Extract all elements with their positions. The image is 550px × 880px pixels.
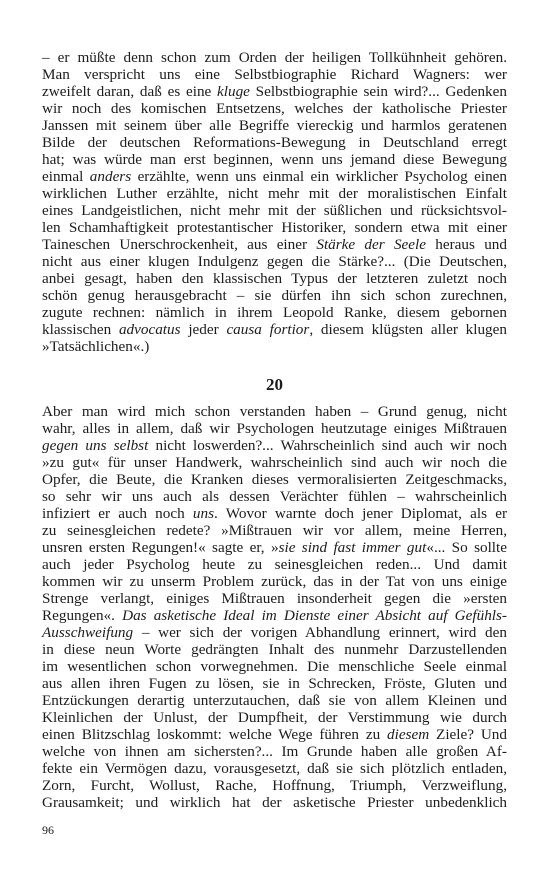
text-line bbox=[42, 505, 507, 522]
text-line bbox=[42, 692, 507, 709]
text-line bbox=[42, 117, 507, 134]
text-segment: auch jeder Psycholog heute zu seinesgleichen reden... Und damit bbox=[42, 556, 507, 573]
text-segment: infiziert er auch noch bbox=[42, 505, 193, 522]
text-segment: so sehr wir uns auch als dessen Verächter fühlen – wahrscheinlich bbox=[42, 488, 507, 505]
text-segment: zugute rechnen: nämlich in ihrem Leopold Ranke, diesem gebornen bbox=[42, 304, 507, 321]
text-line bbox=[42, 202, 507, 219]
text-line bbox=[42, 66, 507, 83]
text-segment: »Tatsächlichen«.) bbox=[42, 338, 150, 355]
text-line bbox=[42, 437, 507, 454]
text-segment: kommen wir zu unserm Problem zurück, das in der Tat von uns einige bbox=[42, 573, 507, 590]
italic-text: Stärke der Seele bbox=[316, 236, 426, 253]
text-segment: «... So sollte bbox=[426, 539, 507, 556]
text-segment: in diese neun Worte gedrängten Inhalt des nunmehr Darzustellenden bbox=[42, 641, 507, 658]
section-number: 20 bbox=[266, 375, 283, 394]
text-segment: Grausamkeit; und wirklich hat der asketische Priester unbedenklich bbox=[42, 794, 507, 811]
text-line bbox=[42, 641, 507, 658]
text-line bbox=[42, 675, 507, 692]
text-segment: nicht loswerden?... Wahrscheinlich sind auch wir noch bbox=[148, 437, 507, 454]
text-segment: schön genug herausgebracht – sie dürfen ihn sich schon zurechnen, bbox=[42, 287, 507, 304]
text-segment: Janssen mit seinem über alle Begriffe viereckig und harmlos geratenen bbox=[42, 117, 507, 134]
text-segment: welche von ihnen am sichersten?... Im Grunde haben alle großen Af- bbox=[42, 743, 507, 760]
text-line bbox=[42, 287, 507, 304]
italic-text: causa fortior bbox=[226, 321, 310, 338]
paragraph-section-20 bbox=[42, 403, 507, 811]
text-segment: , diesem klügsten aller klugen bbox=[309, 321, 507, 338]
text-line bbox=[42, 185, 507, 202]
text-segment: Regungen«. bbox=[42, 607, 123, 624]
text-line bbox=[42, 743, 507, 760]
italic-text: kluge bbox=[217, 83, 250, 100]
text-segment: klassischen bbox=[42, 321, 119, 338]
text-segment: len Schamhaftigkeit protestantischer Historiker, sondern etwa mit einer bbox=[42, 219, 507, 236]
text-line bbox=[42, 624, 507, 641]
paragraph-continued bbox=[42, 49, 507, 355]
text-line bbox=[42, 658, 507, 675]
text-segment: im wesentlichen schon vorwegnehmen. Die menschliche Seele einmal bbox=[42, 658, 507, 675]
text-line bbox=[42, 134, 507, 151]
text-line bbox=[42, 522, 507, 539]
text-segment: Selbstbiographie sein wird?... Gedenken bbox=[249, 83, 507, 100]
text-line bbox=[42, 454, 507, 471]
text-segment: fekte ein Vermögen dazu, vorausgesetzt, daß sie sich plötzlich entladen, bbox=[42, 760, 507, 777]
text-segment: Strenge verlangt, einiges Mißtrauen insonderheit gegen die »ersten bbox=[42, 590, 507, 607]
text-segment: Man verspricht uns eine Selbstbiographie Richard Wagners: wer bbox=[42, 66, 507, 83]
text-line bbox=[42, 321, 507, 338]
text-segment: Opfer, die Beute, die Kranken dieses vermoralisierten Zeitgeschmacks, bbox=[42, 471, 507, 488]
italic-text: Das asketische Ideal im Dienste einer Absicht auf Gefühls- bbox=[122, 607, 507, 624]
italic-text: diesem bbox=[387, 726, 430, 743]
text-line bbox=[42, 488, 507, 505]
text-segment: Zorn, Furcht, Wollust, Rache, Hoffnung, Triumph, Verzweiflung, bbox=[42, 777, 507, 794]
text-line bbox=[42, 607, 507, 624]
text-segment: zu seinesgleichen redete? »Mißtrauen wir vor allem, meine Herren, bbox=[42, 522, 507, 539]
text-line bbox=[42, 49, 507, 66]
text-segment: einen Blitzschlag loskommt: welche Wege führen zu bbox=[42, 726, 388, 743]
text-segment: jeder bbox=[180, 321, 227, 338]
italic-text: advocatus bbox=[118, 321, 181, 338]
text-segment: wir noch des komischen Entsetzens, welches der katholische Priester bbox=[42, 100, 507, 117]
text-line bbox=[42, 539, 507, 556]
text-segment: . Wovor warnte doch jener Diplomat, als er bbox=[214, 505, 507, 522]
text-segment: – wer sich der vorigen Abhandlung erinnert, wird den bbox=[133, 624, 507, 641]
text-line bbox=[42, 760, 507, 777]
text-segment: eines Landgeistlichen, nicht mehr mit der süßlichen und rücksichtsvol- bbox=[42, 202, 507, 219]
text-line bbox=[42, 709, 507, 726]
text-segment: Aber man wird mich schon verstanden haben – Grund genug, nicht bbox=[42, 403, 507, 420]
text-segment: heraus und bbox=[426, 236, 507, 253]
text-line bbox=[42, 219, 507, 236]
text-segment: hat; was würde man erst beginnen, wenn uns jemand diese Bewegung bbox=[42, 151, 507, 168]
text-segment: erzählte, wenn uns einmal ein wirklicher Psycholog einen bbox=[131, 168, 507, 185]
text-segment: Kleinlichen der Unlust, der Dumpfheit, der Verstimmung wie durch bbox=[42, 709, 507, 726]
italic-text: uns bbox=[192, 505, 215, 522]
text-line bbox=[42, 270, 507, 287]
italic-text: Ausschweifung bbox=[42, 624, 134, 641]
text-segment: Entzückungen derartig unterzutauchen, daß sie von allem Kleinen und bbox=[42, 692, 507, 709]
text-line bbox=[42, 556, 507, 573]
text-line bbox=[42, 726, 507, 743]
page-number: 96 bbox=[42, 823, 54, 837]
text-line bbox=[42, 100, 507, 117]
text-line bbox=[42, 236, 507, 253]
text-segment: Taineschen Unerschrockenheit, aus einer bbox=[42, 236, 317, 253]
text-segment: wahr, alles in allem, daß wir Psychologen heutzutage einiges Mißtrauen bbox=[42, 420, 507, 437]
text-segment: einmal bbox=[42, 168, 90, 185]
text-segment: wirklichen Luther erzählte, nicht mehr mit der moralistischen Einfalt bbox=[42, 185, 507, 202]
text-line bbox=[42, 83, 507, 100]
text-line bbox=[42, 590, 507, 607]
text-line bbox=[42, 471, 507, 488]
text-line bbox=[42, 151, 507, 168]
text-line bbox=[42, 403, 507, 420]
text-line bbox=[42, 794, 507, 811]
italic-text: anders bbox=[89, 168, 132, 185]
text-segment: nicht aus einer klugen Indulgenz gegen die Stärke?... (Die Deutschen, bbox=[42, 253, 507, 270]
text-line bbox=[42, 338, 507, 355]
text-segment: aus allen ihren Fugen zu lösen, sie in Schrecken, Fröste, Gluten und bbox=[42, 675, 507, 692]
italic-text: gegen uns selbst bbox=[42, 437, 149, 454]
text-segment: anbei gesagt, haben den klassischen Typus der letzteren zuletzt noch bbox=[42, 270, 507, 287]
text-segment: »zu gut« für unser Handwerk, wahrscheinlich sind auch wir noch die bbox=[42, 454, 507, 471]
text-segment: Bilde der deutschen Reformations-Bewegung in Deutschland erregt bbox=[42, 134, 507, 151]
italic-text: sie sind fast immer gut bbox=[278, 539, 427, 556]
text-segment: Ziele? Und bbox=[429, 726, 507, 743]
text-segment: – er müßte denn schon zum Orden der heiligen Tollkühnheit gehören. bbox=[42, 49, 507, 66]
text-line bbox=[42, 253, 507, 270]
text-segment: unsren ersten Regungen!« sagte er, » bbox=[42, 539, 279, 556]
text-line bbox=[42, 573, 507, 590]
text-segment: zweifelt daran, daß es eine bbox=[42, 83, 218, 100]
text-line bbox=[42, 777, 507, 794]
text-line bbox=[42, 168, 507, 185]
text-line bbox=[42, 304, 507, 321]
text-line bbox=[42, 420, 507, 437]
